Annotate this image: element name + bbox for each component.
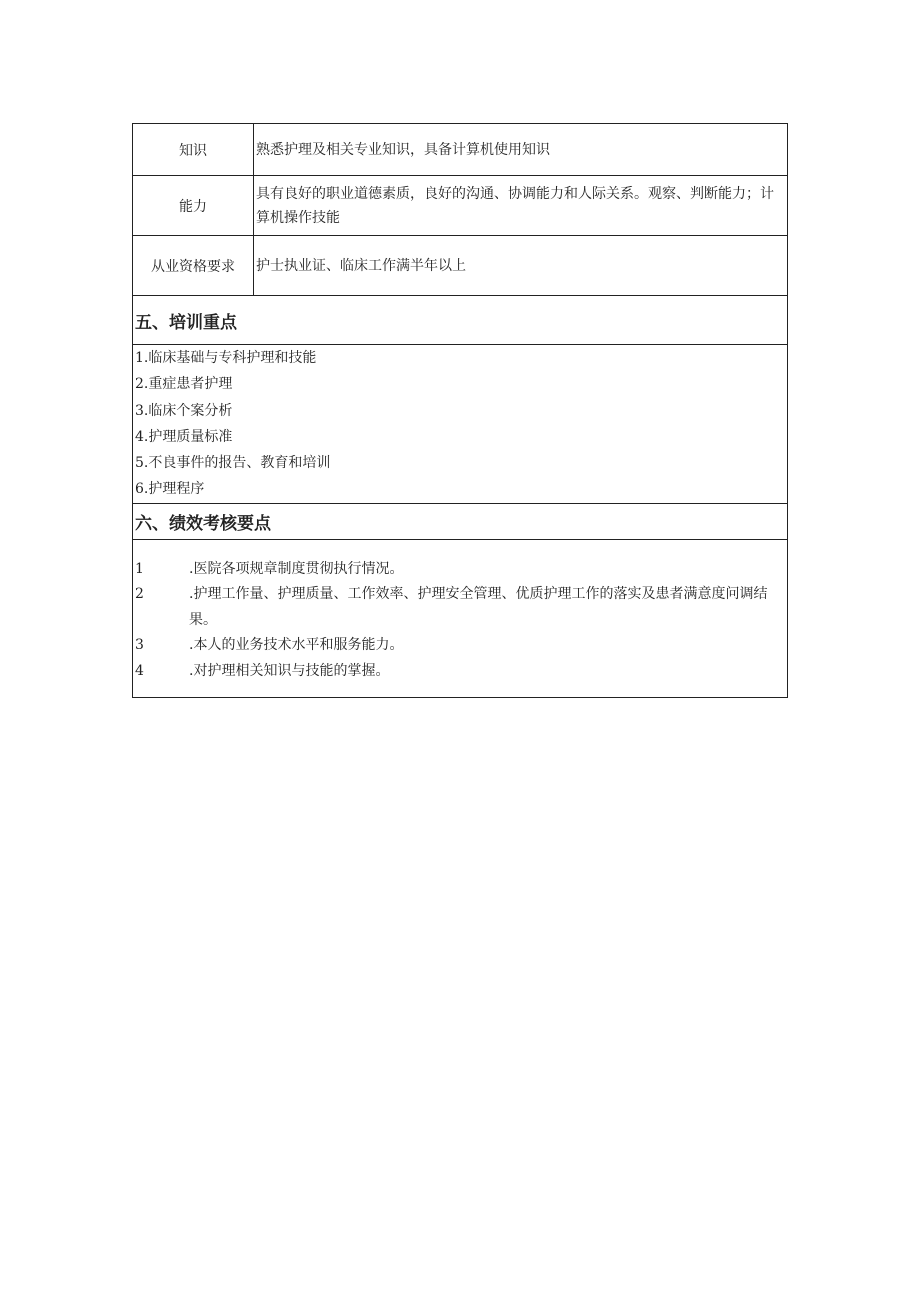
list-item bbox=[135, 659, 785, 685]
list-item-number: 3 bbox=[135, 637, 144, 654]
list-item: 6.护理程序 bbox=[135, 481, 205, 498]
requirement-row-qualification bbox=[133, 236, 787, 296]
requirement-row-ability bbox=[133, 176, 787, 236]
job-description-table bbox=[132, 123, 788, 698]
requirement-value: 护士执业证、临床工作满半年以上 bbox=[256, 257, 466, 274]
list-item bbox=[135, 557, 785, 583]
list-item-text: .医院各项规章制度贯彻执行情况。 bbox=[189, 560, 404, 577]
list-item-text: .护理工作量、护理质量、工作效率、护理安全管理、优质护理工作的落实及患者满意度问调结果。 bbox=[189, 586, 768, 628]
requirement-label: 能力 bbox=[133, 176, 254, 235]
list-item-number: 2 bbox=[135, 586, 144, 603]
training-section-title: 五、培训重点 bbox=[133, 296, 787, 345]
list-item: 5.不良事件的报告、教育和培训 bbox=[135, 455, 331, 472]
requirement-row-knowledge bbox=[133, 124, 787, 176]
list-item: 4.护理质量标准 bbox=[135, 428, 233, 445]
requirement-value: 具有良好的职业道德素质，良好的沟通、协调能力和人际关系。观察、判断能力；计算机操作技能 bbox=[256, 185, 774, 226]
list-item-number: 1 bbox=[135, 560, 144, 577]
training-list bbox=[133, 345, 787, 504]
list-item-text: .对护理相关知识与技能的掌握。 bbox=[189, 662, 390, 679]
requirement-label: 知识 bbox=[133, 124, 254, 175]
list-item: 3.临床个案分析 bbox=[135, 402, 233, 419]
list-item-text: .本人的业务技术水平和服务能力。 bbox=[189, 637, 404, 654]
list-item-number: 4 bbox=[135, 662, 144, 679]
list-item: 2.重症患者护理 bbox=[135, 376, 233, 393]
list-item bbox=[135, 633, 785, 659]
requirement-label: 从业资格要求 bbox=[133, 236, 254, 295]
performance-section-title: 六、绩效考核要点 bbox=[133, 504, 787, 540]
list-item bbox=[135, 582, 785, 633]
list-item: 1.临床基础与专科护理和技能 bbox=[135, 350, 317, 366]
performance-list bbox=[133, 540, 787, 698]
requirement-value: 熟悉护理及相关专业知识，具备计算机使用知识 bbox=[256, 141, 550, 158]
